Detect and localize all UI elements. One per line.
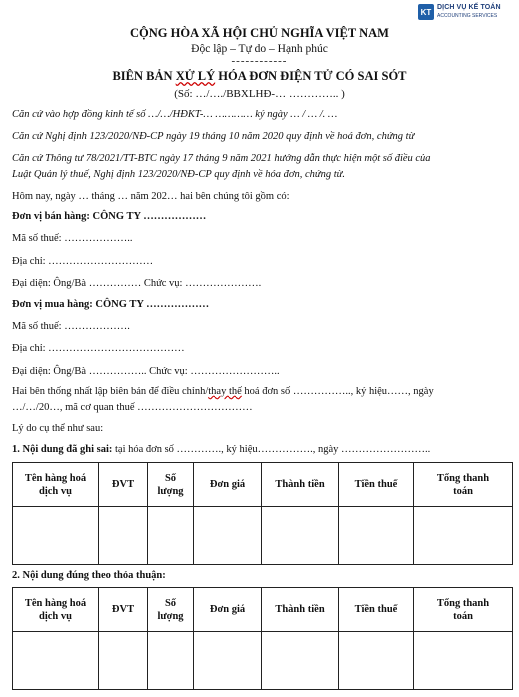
header-separator: ------------ bbox=[231, 55, 288, 67]
buyer-address: Địa chỉ: ………………………………… bbox=[12, 343, 185, 354]
buyer-tax-code: Mã số thuế: ………………. bbox=[12, 321, 130, 332]
basis-decree: Căn cứ Nghị định 123/2020/NĐ-CP ngày 19 tháng 10 năm 2020 quy định về hoá đơn, chứng từ bbox=[12, 131, 415, 142]
company-logo bbox=[418, 3, 516, 21]
agreement-text: Hai bên thống nhất lập biên bản để điều chỉnh/thay thế hoá đơn số …………….., ký hiệu……, ngày bbox=[12, 386, 434, 397]
table-header-row bbox=[13, 588, 513, 632]
col-total: Tổng thanh toán bbox=[414, 588, 513, 632]
col-goods-name: Tên hàng hoá dịch vụ bbox=[13, 463, 99, 507]
logo-title: DỊCH VỤ KẾ TOÁN bbox=[437, 4, 501, 11]
col-unit-price: Đơn giá bbox=[194, 463, 262, 507]
seller-representative: Đại diện: Ông/Bà …………… Chức vụ: …………………. bbox=[12, 278, 262, 289]
seller-address: Địa chỉ: ………………………… bbox=[12, 256, 154, 267]
basis-circular: Căn cứ Thông tư 78/2021/TT-BTC ngày 17 tháng 9 năm 2021 hướng dẫn thực hiện một số điều của bbox=[12, 153, 431, 164]
col-unit-price: Đơn giá bbox=[194, 588, 262, 632]
col-quantity: Số lượng bbox=[148, 588, 194, 632]
col-goods-name: Tên hàng hoá dịch vụ bbox=[13, 588, 99, 632]
col-quantity: Số lượng bbox=[148, 463, 194, 507]
intro-text: Hôm nay, ngày … tháng … năm 202… hai bên chúng tôi gồm có: bbox=[12, 191, 290, 202]
col-unit: ĐVT bbox=[99, 588, 148, 632]
basis-contract: Căn cứ vào hợp đồng kinh tế số …/…/HĐKT-… ………… ký ngày … / … /. … bbox=[12, 109, 338, 120]
logo-mark-icon: KT bbox=[418, 4, 434, 20]
col-amount: Thành tiền bbox=[262, 588, 339, 632]
table-row bbox=[13, 632, 513, 690]
col-amount: Thành tiền bbox=[262, 463, 339, 507]
reason-label: Lý do cụ thể như sau: bbox=[12, 423, 104, 434]
buyer-heading: Đơn vị mua hàng: CÔNG TY ……………… bbox=[12, 299, 210, 310]
motto: Độc lập – Tự do – Hạnh phúc bbox=[191, 43, 328, 55]
seller-tax-code: Mã số thuế: ……………….. bbox=[12, 233, 133, 244]
col-tax: Tiền thuế bbox=[339, 463, 414, 507]
section1-heading: 1. Nội dung đã ghi sai: tại hóa đơn số …………., ký hiệu……………., ngày …………………….. bbox=[12, 444, 431, 455]
buyer-representative: Đại diện: Ông/Bà …………….. Chức vụ: …………………….. bbox=[12, 366, 280, 377]
seller-heading: Đơn vị bán hàng: CÔNG TY ……………… bbox=[12, 211, 207, 222]
agreement-text-cont: …/…/20…, mã cơ quan thuế …………………………… bbox=[12, 402, 253, 413]
section2-heading: 2. Nội dung đúng theo thỏa thuận: bbox=[12, 570, 166, 581]
incorrect-content-table bbox=[12, 462, 513, 565]
col-total: Tổng thanh toán bbox=[414, 463, 513, 507]
logo-subtitle: ACCOUNTING SERVICES bbox=[437, 13, 498, 19]
nation-heading: CỘNG HÒA XÃ HỘI CHỦ NGHĨA VIỆT NAM bbox=[130, 26, 389, 40]
correct-content-table bbox=[12, 587, 513, 690]
col-unit: ĐVT bbox=[99, 463, 148, 507]
col-tax: Tiền thuế bbox=[339, 588, 414, 632]
table-header-row bbox=[13, 463, 513, 507]
table-row bbox=[13, 507, 513, 565]
document-title: BIÊN BẢN XỬ LÝ HÓA ĐƠN ĐIỆN TỬ CÓ SAI SÓT bbox=[112, 69, 407, 83]
basis-circular-cont: Luật Quản lý thuế, Nghị định 123/2020/NĐ-CP quy định về hóa đơn, chứng từ. bbox=[12, 169, 346, 180]
document-number: (Số: …/…./BBXLHĐ-… ………….. ) bbox=[174, 88, 345, 100]
